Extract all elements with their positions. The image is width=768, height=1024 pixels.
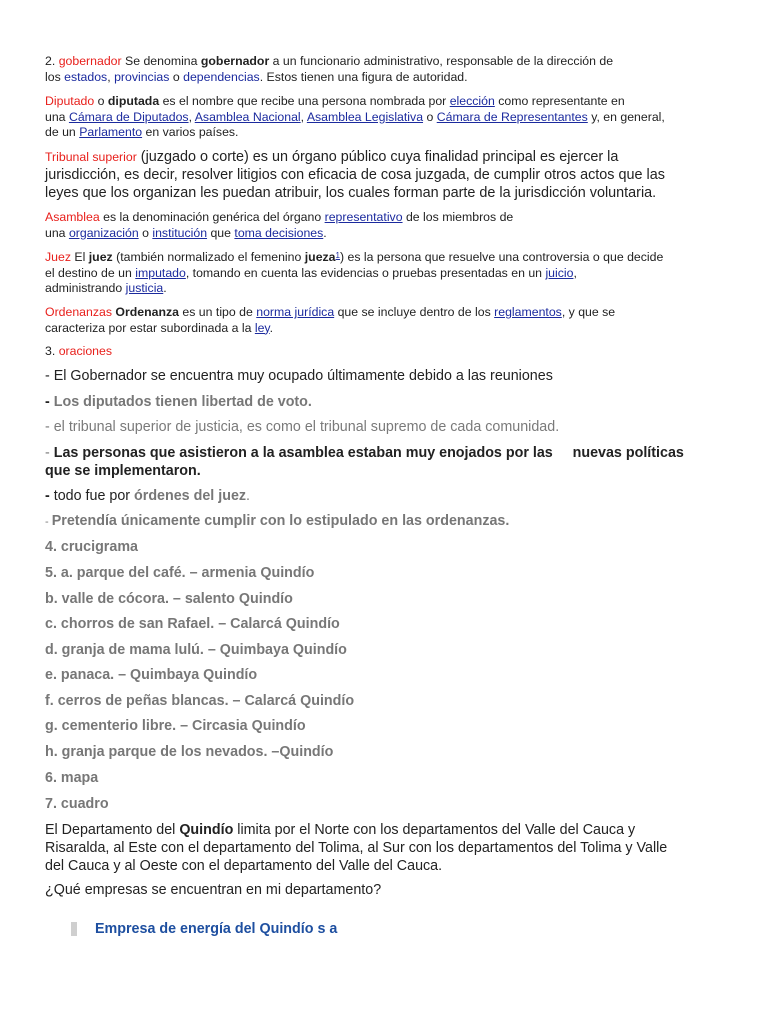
sentence-juez: - todo fue por órdenes del juez. bbox=[45, 488, 251, 504]
link-parlamento[interactable]: Parlamento bbox=[79, 125, 143, 139]
sentence-asamblea: - Las personas que asistieron a la asamblea estaban muy enojados por las nuevas políticas que se implementaron. bbox=[45, 445, 684, 479]
paragraph-quindio: El Departamento del Quindío limita por el Norte con los departamentos del Valle del Cauca y Risaralda, al Este con el departamento del Tolima, al Sur con los departamentos del Tolima y Valle del Cauca y al Oeste con el departamento del Valle del Cauca. bbox=[45, 822, 668, 874]
paragraph-diputado: Diputado o diputada es el nombre que recibe una persona nombrada por elección como representante en una Cámara de Diputados, Asamblea Nacional, Asamblea Legislativa o Cámara de Representantes y, en general, de un Parlamento en varios países. bbox=[45, 94, 665, 139]
link-norma-juridica[interactable]: norma jurídica bbox=[256, 305, 335, 319]
term-juez: Juez bbox=[45, 250, 71, 264]
link-asamblea-nacional[interactable]: Asamblea Nacional bbox=[194, 109, 301, 124]
link-reglamentos[interactable]: reglamentos bbox=[494, 305, 562, 319]
list-item: 5. a. parque del café. – armenia Quindío bbox=[45, 565, 315, 581]
link-toma-decisiones[interactable]: toma decisiones bbox=[234, 225, 324, 240]
list-item: f. cerros de peñas blancas. – Calarcá Quindío bbox=[45, 693, 355, 709]
question: ¿Qué empresas se encuentran en mi departamento? bbox=[45, 882, 382, 898]
link-organizacion[interactable]: organización bbox=[68, 225, 139, 240]
list-item: 4. crucigrama bbox=[45, 539, 138, 555]
list-item: d. granja de mama lulú. – Quimbaya Quindío bbox=[45, 642, 347, 658]
link-camara-representantes[interactable]: Cámara de Representantes bbox=[436, 109, 588, 124]
list-item-empresa: Empresa de energía del Quindío s a bbox=[71, 920, 728, 938]
sentence-gobernador: - El Gobernador se encuentra muy ocupado últimamente debido a las reuniones bbox=[45, 368, 553, 384]
link-provincias[interactable]: provincias bbox=[114, 69, 170, 84]
paragraph-gobernador: 2. gobernador Se denomina gobernador a un funcionario administrativo, responsable de la dirección de los estados, provincias o dependencias. Estos tienen una figura de autoridad. bbox=[45, 54, 614, 84]
list-item: 7. cuadro bbox=[45, 796, 109, 812]
link-dependencias[interactable]: dependencias bbox=[183, 69, 260, 84]
bullet-marker bbox=[71, 922, 77, 936]
link-imputado[interactable]: imputado bbox=[135, 265, 186, 280]
list-item: e. panaca. – Quimbaya Quindío bbox=[45, 667, 258, 683]
link-justicia[interactable]: justicia bbox=[125, 281, 164, 295]
link-ley[interactable]: ley bbox=[254, 320, 270, 335]
term-diputado: Diputado bbox=[45, 94, 95, 108]
link-asamblea-legislativa[interactable]: Asamblea Legislativa bbox=[306, 109, 424, 124]
list-item: h. granja parque de los nevados. –Quindío bbox=[45, 744, 334, 760]
sentence-diputados: - Los diputados tienen libertad de voto. bbox=[45, 394, 312, 410]
paragraph-tribunal: Tribunal superior (juzgado o corte) es un órgano público cuya finalidad principal es ejercer la jurisdicción, es decir, resolver litigios con eficacia de cosa juzgada, de cumplir otros actos que las leyes que los organizan les puedan atribuir, los cuales forman parte de la jurisdicción voluntaria. bbox=[45, 149, 665, 201]
paragraph-asamblea: Asamblea es la denominación genérica del órgano representativo de los miembros de una organización o institución que toma decisiones. bbox=[45, 210, 514, 240]
link-juicio[interactable]: juicio bbox=[545, 265, 574, 280]
sentence-tribunal: - el tribunal superior de justicia, es como el tribunal supremo de cada comunidad. bbox=[45, 419, 560, 435]
term-tribunal: Tribunal superior bbox=[45, 150, 137, 164]
paragraph-juez: Juez El juez (también normalizado el femenino jueza$^1$) es la persona que resuelve una controversia o que decide el destino de un imputado, tomando en cuenta las evidencias o pruebas presentadas en un juicio, administrando justicia. bbox=[45, 250, 664, 295]
link-eleccion[interactable]: elección bbox=[449, 94, 495, 108]
term-asamblea: Asamblea bbox=[45, 210, 100, 224]
paragraph-ordenanzas: Ordenanzas Ordenanza es un tipo de norma jurídica que se incluye dentro de los reglamentos, y que se caracteriza por estar subordinada a la ley. bbox=[45, 305, 616, 335]
link-estados[interactable]: estados bbox=[64, 69, 108, 84]
list-item: c. chorros de san Rafael. – Calarcá Quindío bbox=[45, 616, 340, 632]
term-gobernador: gobernador bbox=[58, 54, 122, 68]
list-item: g. cementerio libre. – Circasia Quindío bbox=[45, 718, 306, 734]
list-item: b. valle de cócora. – salento Quindío bbox=[45, 591, 293, 607]
link-representativo[interactable]: representativo bbox=[324, 210, 403, 224]
link-institucion[interactable]: institución bbox=[152, 225, 208, 240]
list-item: 6. mapa bbox=[45, 770, 99, 786]
heading-oraciones: 3. oraciones bbox=[45, 344, 113, 358]
link-camara-diputados[interactable]: Cámara de Diputados bbox=[68, 109, 189, 124]
sentence-ordenanzas: - Pretendía únicamente cumplir con lo estipulado en las ordenanzas. bbox=[45, 513, 510, 529]
footnote-link[interactable]: 1 bbox=[335, 251, 340, 260]
term-ordenanzas: Ordenanzas bbox=[45, 305, 112, 319]
